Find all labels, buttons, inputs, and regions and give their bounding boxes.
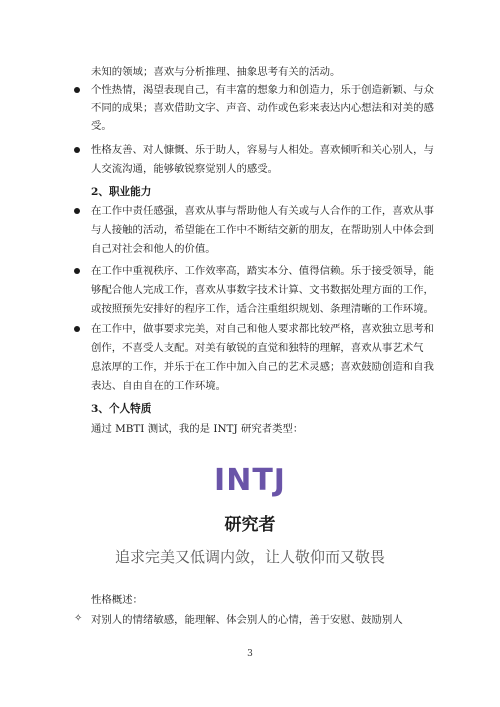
text-line: 对别人的情绪敏感，能理解、体会别人的心情，善于安慰、鼓励别人 (91, 614, 403, 626)
text-line: 息浓厚的工作，并乐于在工作中加入自己的艺术灵感；喜欢鼓励创造和自我 (91, 361, 434, 373)
personality-overview-label: 性格概述： (91, 594, 143, 606)
mbti-type-name: 研究者 (224, 515, 276, 535)
bullet-dot (74, 147, 80, 153)
text-line: 在工作中重视秩序、工作效率高，踏实本分、值得信赖。乐于接受领导，能 (91, 265, 434, 277)
text-line: 自己对社会和他人的价值。 (91, 243, 216, 255)
bullet-dot (74, 268, 80, 274)
text-line: 在工作中责任感强，喜欢从事与帮助他人有关或与人合作的工作，喜欢从事 (91, 205, 434, 217)
text-line: 在工作中，做事要求完美，对自己和他人要求都比较严格，喜欢独立思考和 (91, 323, 434, 335)
diamond-bullet-icon: ✧ (74, 613, 83, 624)
bullet-dot (74, 87, 80, 93)
text-line: 表达、自由自在的工作环境。 (91, 380, 227, 392)
mbti-intro-line: 通过 MBTI 测试，我的是 INTJ 研究者类型： (91, 423, 304, 435)
text-line: 性格友善、对人慷慨、乐于助人，容易与人相处。喜欢倾听和关心别人，与 (91, 144, 434, 156)
text-line: 创作，不喜受人支配。对美有敏锐的直觉和独特的理解，喜欢从事艺术气 (91, 342, 424, 354)
text-line: 够配合他人完成工作，喜欢从事数字技术计算、文书数据处理方面的工作， (91, 284, 434, 296)
page-number: 3 (247, 649, 253, 659)
text-line: 与人接触的活动，希望能在工作中不断结交新的朋友，在帮助别人中体会到 (91, 224, 434, 236)
text-line: 人交流沟通，能够敏锐察觉别人的感受。 (91, 163, 279, 175)
bullet-dot (74, 208, 80, 214)
text-line: 个性热情，渴望表现自己，有丰富的想象力和创造力，乐于创造新颖、与众 (91, 84, 434, 96)
text-line: 未知的领域；喜欢与分析推理、抽象思考有关的活动。 (91, 66, 341, 78)
bullet-dot (74, 326, 80, 332)
text-line: 受。 (91, 120, 112, 132)
mbti-slogan: 追求完美又低调内敛，让人敬仰而又敬畏 (114, 548, 385, 566)
mbti-type-code: INTJ (214, 463, 286, 498)
section-heading-personal-traits: 3、个人特质 (91, 403, 152, 415)
text-line: 或按照预先安排好的程序工作，适合注重组织规划、条理清晰的工作环境。 (91, 303, 434, 315)
text-line: 不同的成果；喜欢借助文字、声音、动作或色彩来表达内心想法和对美的感 (91, 102, 434, 114)
section-heading-career-ability: 2、职业能力 (91, 186, 152, 198)
